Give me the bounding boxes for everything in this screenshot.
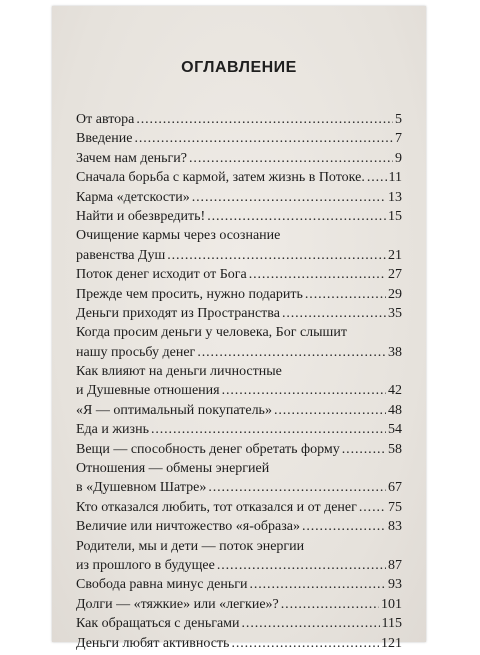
toc-page-number: 21 bbox=[388, 247, 402, 263]
toc-page-number: 67 bbox=[388, 480, 402, 496]
toc-entry-line bbox=[76, 500, 402, 519]
toc-entry-title: нашу просьбу денег bbox=[76, 344, 196, 360]
dot-leader bbox=[242, 616, 380, 632]
toc-entry-title: Прежде чем просить, нужно подарить bbox=[76, 286, 303, 302]
toc-entry-title: из прошлого в будущее bbox=[76, 557, 215, 573]
toc-entry bbox=[76, 209, 402, 228]
toc-page-number: 13 bbox=[388, 189, 402, 205]
toc-entry-title: и Душевные отношения bbox=[76, 383, 220, 399]
toc-page-number: 121 bbox=[381, 635, 402, 651]
toc-entry-line bbox=[76, 597, 402, 616]
toc-entry bbox=[76, 325, 402, 364]
toc-entry-title: Очищение кармы через осознание bbox=[76, 228, 281, 244]
dot-leader bbox=[136, 112, 393, 128]
dot-leader bbox=[167, 248, 386, 264]
toc-entry bbox=[76, 636, 402, 655]
toc-entry bbox=[76, 112, 402, 131]
toc-entry bbox=[76, 403, 402, 422]
toc-entry-title: «Я — оптимальный покупатель» bbox=[76, 402, 272, 418]
toc-entry-line bbox=[76, 306, 402, 325]
toc-page-number: 87 bbox=[388, 557, 402, 573]
toc-entry-line bbox=[76, 480, 402, 499]
toc-entry-line bbox=[76, 616, 402, 635]
toc-entry-line bbox=[76, 577, 402, 596]
toc-entry-line bbox=[76, 112, 402, 131]
dot-leader bbox=[207, 209, 386, 225]
toc-entry-title: Зачем нам деньги? bbox=[76, 150, 188, 166]
dot-leader bbox=[367, 170, 387, 186]
toc-entry-title: От автора bbox=[76, 112, 135, 127]
toc-page-number: 42 bbox=[388, 383, 402, 399]
toc-entry-title: Карма «детскости» bbox=[76, 189, 190, 205]
toc-entry bbox=[76, 267, 402, 286]
dot-leader bbox=[192, 190, 386, 206]
toc-page-number: 101 bbox=[381, 596, 402, 612]
toc-page-number: 29 bbox=[388, 286, 402, 302]
page-title: ОГЛАВЛЕНИЕ bbox=[181, 59, 297, 76]
toc-entry-title: Еда и жизнь bbox=[76, 422, 149, 438]
toc-entry-line bbox=[76, 170, 402, 189]
toc-page-number: 93 bbox=[388, 577, 402, 593]
dot-leader bbox=[302, 519, 386, 535]
dot-leader bbox=[274, 403, 386, 419]
toc-entry bbox=[76, 577, 402, 596]
toc-entry-title: Поток денег исходит от Бога bbox=[76, 267, 247, 283]
toc-entry bbox=[76, 170, 402, 189]
toc-entry-line bbox=[76, 539, 402, 558]
dot-leader bbox=[134, 131, 393, 147]
toc-entry-line bbox=[76, 345, 402, 364]
toc-page-number: 27 bbox=[388, 267, 402, 283]
toc-entry-title: Как обращаться с деньгами bbox=[76, 616, 240, 632]
toc-page-number: 11 bbox=[388, 170, 402, 186]
toc-page-number: 35 bbox=[388, 305, 402, 321]
toc-page-number: 54 bbox=[388, 422, 402, 438]
dot-leader bbox=[197, 345, 386, 361]
dot-leader bbox=[282, 306, 386, 322]
toc-entry-title: Свобода равна минус деньги bbox=[76, 577, 248, 593]
toc-entry-title: Как влияют на деньги личностные bbox=[76, 364, 282, 380]
toc-entry-title: Родители, мы и дети — поток энергии bbox=[76, 538, 305, 554]
dot-leader bbox=[151, 422, 386, 438]
dot-leader bbox=[208, 480, 386, 496]
toc-entry-title: равенства Душ bbox=[76, 247, 166, 263]
dot-leader bbox=[281, 597, 379, 613]
toc-entry-line bbox=[76, 403, 402, 422]
toc-entry-line bbox=[76, 422, 402, 441]
toc-entry-line bbox=[76, 209, 402, 228]
dot-leader bbox=[305, 287, 386, 303]
toc-entry-line bbox=[76, 558, 402, 577]
toc-entry bbox=[76, 287, 402, 306]
toc-entry bbox=[76, 228, 402, 267]
toc-entry-title: Деньги любят активность bbox=[76, 635, 230, 651]
toc-entry-line bbox=[76, 228, 402, 247]
toc-entry bbox=[76, 306, 402, 325]
toc-entry-title: Деньги приходят из Пространства bbox=[76, 305, 280, 321]
toc-entry-title: Величие или ничтожество «я-образа» bbox=[76, 519, 300, 535]
toc-entry bbox=[76, 500, 402, 519]
toc-page-number: 5 bbox=[395, 112, 402, 127]
dot-leader bbox=[359, 500, 386, 516]
toc-entry-title: Вещи — способность денег обретать форму bbox=[76, 441, 340, 457]
toc-page-number: 75 bbox=[388, 499, 402, 515]
toc-entry-line bbox=[76, 248, 402, 267]
toc-page-number: 15 bbox=[388, 208, 402, 224]
toc-entry-line bbox=[76, 287, 402, 306]
toc-entry-line bbox=[76, 267, 402, 286]
toc-entry-title: Отношения — обмены энергией bbox=[76, 461, 270, 477]
toc-entry-title: Введение bbox=[76, 131, 133, 147]
table-of-contents bbox=[76, 112, 402, 655]
toc-entry bbox=[76, 131, 402, 150]
toc-entry bbox=[76, 190, 402, 209]
toc-entry-line bbox=[76, 190, 402, 209]
dot-leader bbox=[231, 636, 379, 652]
dot-leader bbox=[249, 577, 386, 593]
toc-entry-line bbox=[76, 636, 402, 655]
toc-entry bbox=[76, 442, 402, 461]
dot-leader bbox=[342, 442, 386, 458]
toc-entry bbox=[76, 539, 402, 578]
toc-entry bbox=[76, 151, 402, 170]
toc-entry bbox=[76, 597, 402, 616]
toc-entry-line bbox=[76, 461, 402, 480]
dot-leader bbox=[222, 383, 386, 399]
dot-leader bbox=[249, 267, 386, 283]
toc-page-number: 83 bbox=[388, 519, 402, 535]
toc-page-number: 115 bbox=[381, 616, 402, 632]
toc-entry-title: Кто отказался любить, тот отказался и от денег bbox=[76, 499, 357, 515]
dot-leader bbox=[217, 558, 386, 574]
toc-entry-line bbox=[76, 519, 402, 538]
toc-page-number: 9 bbox=[395, 150, 402, 166]
toc-entry-line bbox=[76, 131, 402, 150]
toc-entry-title: Найти и обезвредить! bbox=[76, 208, 206, 224]
toc-entry bbox=[76, 422, 402, 441]
toc-entry-line bbox=[76, 442, 402, 461]
dot-leader bbox=[189, 151, 393, 167]
toc-entry bbox=[76, 461, 402, 500]
toc-page-number: 48 bbox=[388, 402, 402, 418]
toc-entry-title: в «Душевном Шатре» bbox=[76, 480, 207, 496]
toc-entry-title: Сначала борьба с кармой, затем жизнь в Потоке. bbox=[76, 170, 365, 186]
toc-entry bbox=[76, 616, 402, 635]
toc-entry-line bbox=[76, 364, 402, 383]
toc-entry bbox=[76, 519, 402, 538]
toc-entry bbox=[76, 364, 402, 403]
toc-page-number: 7 bbox=[395, 131, 402, 147]
toc-entry-title: Когда просим деньги у человека, Бог слышит bbox=[76, 325, 347, 341]
toc-page-number: 58 bbox=[388, 441, 402, 457]
toc-page-number: 38 bbox=[388, 344, 402, 360]
book-page bbox=[52, 6, 426, 651]
toc-entry-line bbox=[76, 151, 402, 170]
toc-entry-line bbox=[76, 325, 402, 344]
toc-entry-line bbox=[76, 383, 402, 402]
toc-entry-title: Долги — «тяжкие» или «легкие»? bbox=[76, 596, 279, 612]
